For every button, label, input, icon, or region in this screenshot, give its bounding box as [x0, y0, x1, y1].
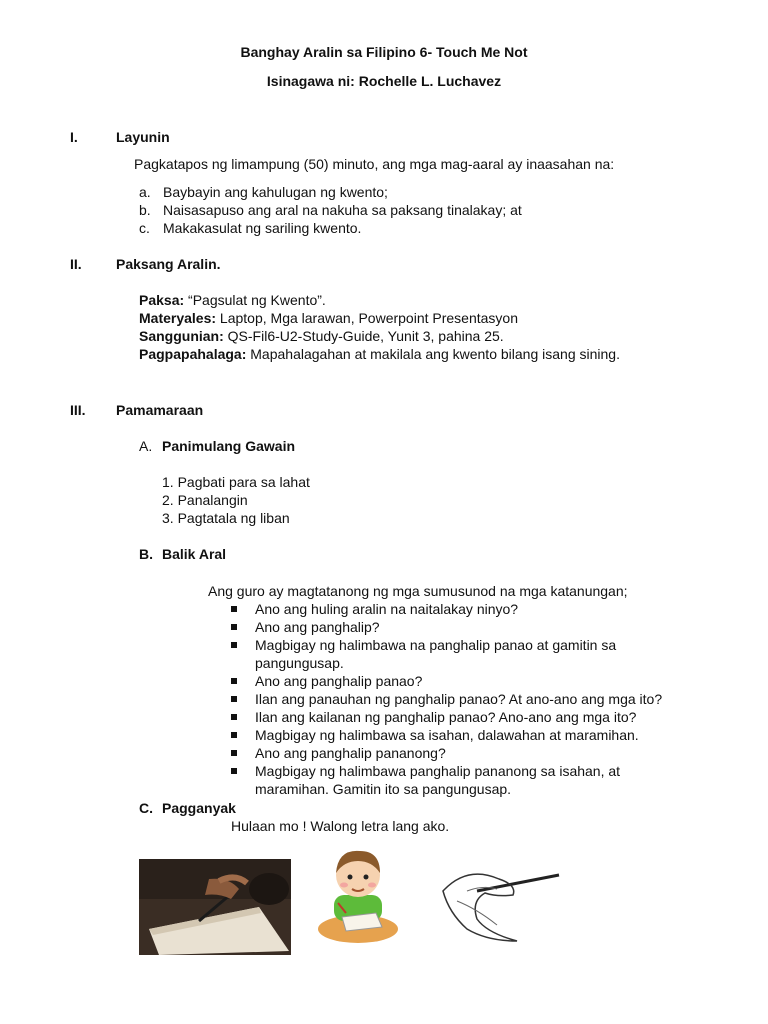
- objective-c: [139, 219, 361, 237]
- part-b-marker: B.: [139, 546, 153, 562]
- objective-text: Makakasulat ng sariling kwento.: [163, 220, 362, 236]
- topic-row: [139, 291, 326, 309]
- objective-marker: b.: [139, 202, 151, 218]
- objective-marker: c.: [139, 220, 150, 236]
- topic-label: Paksa:: [139, 292, 185, 308]
- section-1-intro: Pagkatapos ng limampung (50) minuto, ang mga mag-aaral ay inaasahan na:: [134, 156, 615, 172]
- section-3-heading: Pamamaraan: [116, 402, 204, 418]
- list-item: Magbigay ng halimbawa panghalip pananong sa isahan, at maramihan. Gamitin ito sa pangungusap.: [229, 762, 662, 798]
- list-item: Ilan ang panauhan ng panghalip panao? At ano-ano ang mga ito?: [229, 690, 662, 708]
- part-a-heading: Panimulang Gawain: [162, 438, 296, 454]
- reference-row: [139, 327, 504, 345]
- objective-text: Baybayin ang kahulugan ng kwento;: [163, 184, 388, 200]
- reference-value: QS-Fil6-U2-Study-Guide, Yunit 3, pahina 25.: [223, 328, 504, 344]
- section-2-heading: Paksang Aralin.: [116, 256, 221, 272]
- part-a-marker: A.: [139, 438, 153, 454]
- section-3-numeral: III.: [70, 402, 86, 418]
- riddle-text: Hulaan mo ! Walong letra lang ako.: [231, 818, 450, 834]
- objective-a: [139, 183, 388, 201]
- values-label: Pagpapahalaga:: [139, 346, 247, 362]
- values-value: Mapahalagahan at makilala ang kwento bilang isang sining.: [246, 346, 620, 362]
- topic-value: “Pagsulat ng Kwento”.: [184, 292, 326, 308]
- list-item: Ilan ang kailanan ng panghalip panao? Ano-ano ang mga ito?: [229, 708, 662, 726]
- hand-writing-notebook-photo: [139, 859, 291, 955]
- materials-value: Laptop, Mga larawan, Powerpoint Presentasyon: [216, 310, 519, 326]
- hand-holding-pen-sketch: [437, 861, 561, 943]
- list-item: Ano ang panghalip panao?: [229, 672, 662, 690]
- section-1-heading: Layunin: [116, 129, 170, 145]
- objective-text: Naisasapuso ang aral na nakuha sa paksang tinalakay; at: [163, 202, 522, 218]
- list-item: Magbigay ng halimbawa sa isahan, dalawahan at maramihan.: [229, 726, 662, 744]
- part-a-item-3: 3. Pagtatala ng liban: [162, 510, 290, 526]
- objective-b: [139, 201, 522, 219]
- materials-row: [139, 309, 518, 327]
- materials-label: Materyales:: [139, 310, 217, 326]
- document-author: Isinagawa ni: Rochelle L. Luchavez: [266, 73, 502, 89]
- reference-label: Sanggunian:: [139, 328, 224, 344]
- list-item: Ano ang huling aralin na naitalakay ninyo?: [229, 600, 662, 618]
- part-c-marker: C.: [139, 800, 153, 816]
- part-a-item-1: 1. Pagbati para sa lahat: [162, 474, 310, 490]
- list-item: Ano ang panghalip?: [229, 618, 662, 636]
- part-b-intro: Ang guro ay magtatanong ng mga sumusunod na mga katanungan;: [208, 583, 628, 599]
- section-2-numeral: II.: [70, 256, 82, 272]
- document-title: Banghay Aralin sa Filipino 6- Touch Me Not: [240, 44, 528, 60]
- objective-marker: a.: [139, 184, 151, 200]
- list-item: Ano ang panghalip pananong?: [229, 744, 662, 762]
- section-1-numeral: I.: [70, 129, 78, 145]
- list-item: Magbigay ng halimbawa na panghalip panao at gamitin sa pangungusap.: [229, 636, 662, 672]
- part-a-item-2: 2. Panalangin: [162, 492, 248, 508]
- boy-writing-cartoon: [316, 843, 400, 947]
- values-row: [139, 345, 620, 363]
- part-c-heading: Pagganyak: [162, 800, 236, 816]
- part-b-heading: Balik Aral: [162, 546, 227, 562]
- review-question-list: [229, 600, 662, 798]
